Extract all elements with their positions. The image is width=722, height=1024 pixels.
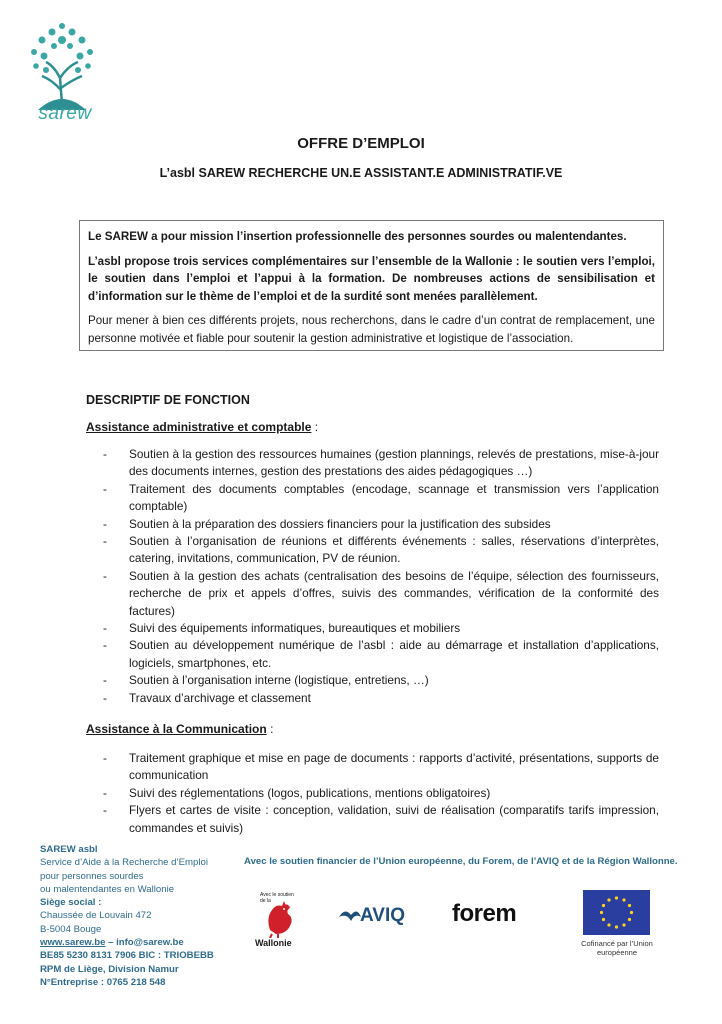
list-item <box>103 568 659 620</box>
bullet-dash: - <box>103 568 107 583</box>
footer-desc: Service d’Aide à la Recherche d’Emploi <box>40 857 208 869</box>
bullet-dash: - <box>103 751 107 765</box>
footer-entreprise: N°Entreprise : 0765 218 548 <box>40 976 166 988</box>
list-item-text: Soutien à l’organisation interne (logistique, entretiens, …) <box>129 673 429 688</box>
list-item-text: Traitement des documents comptables (encodage, scannage et transmission vers l’application comptable) <box>129 481 659 514</box>
list-item-text: Soutien à la gestion des achats (centralisation des besoins de l’équipe, sélection des fournisseurs, recherche de prix et appels d’offres, suivis des commandes, vérification de la conformité des factures) <box>129 568 659 618</box>
bullet-dash: - <box>103 638 107 653</box>
bullet-dash: - <box>103 447 107 461</box>
bullet-dash: - <box>103 516 107 531</box>
footer-rpm: RPM de Liège, Division Namur <box>40 963 179 975</box>
bullet-dash: - <box>103 803 107 818</box>
list-item-text: Suivi des réglementations (logos, publications, mentions obligatoires) <box>129 785 491 800</box>
bullet-dash: - <box>103 481 107 496</box>
subsection-suffix: : <box>266 722 274 736</box>
page-subtitle: L’asbl SAREW RECHERCHE UN.E ASSISTANT.E ADMINISTRATIF.VE <box>159 166 563 180</box>
page-title: OFFRE D’EMPLOI <box>297 135 425 152</box>
subsection-heading-communication <box>86 722 273 736</box>
list-item-text: Suivi des équipements informatiques, bureautiques et mobiliers <box>129 621 461 636</box>
list-item <box>103 802 659 837</box>
wallonie-rooster-icon <box>262 900 296 938</box>
subsection-heading-admin <box>86 420 318 434</box>
subsection-label: Assistance administrative et comptable <box>86 420 312 434</box>
intro-box <box>79 220 664 351</box>
aviq-wordmark: AVIQ <box>360 905 406 926</box>
list-item-text: Soutien au développement numérique de l’asbl : aide au démarrage et installation d’applications, logiciels, smartphones, etc. <box>129 638 659 670</box>
footer-desc: pour personnes sourdes <box>40 870 144 882</box>
list-item <box>103 672 659 689</box>
list-item <box>103 481 659 516</box>
bullet-dash: - <box>103 621 107 636</box>
list-item <box>103 690 659 707</box>
section-title: DESCRIPTIF DE FONCTION <box>86 393 250 407</box>
subsection-suffix: : <box>311 420 319 434</box>
list-item <box>103 637 659 672</box>
eu-caption: Cofinancé par l’Union européenne <box>581 939 653 957</box>
footer-street: Chaussée de Louvain 472 <box>40 910 152 922</box>
list-item-text: Flyers et cartes de visite : conception, validation, suivi de réalisation (comparatifs tarifs impression, commandes et suivis) <box>129 803 659 835</box>
website-link[interactable]: www.sarew.be <box>40 937 106 949</box>
intro-search: Pour mener à bien ces différents projets, nous recherchons, dans le cadre d’un contrat de remplacement, une personne motivée et fiable pour soutenir la gestion administrative et logistique de l’association. <box>88 314 655 345</box>
list-item-text: Travaux d’archivage et classement <box>129 690 311 705</box>
list-item-text: Soutien à la gestion des ressources humaines (gestion plannings, relevés de prestations, mise-à-jour des documents internes, gestion des prestations des aides pédagogiques …) <box>129 447 659 479</box>
intro-services: L’asbl propose trois services complémentaires sur l’ensemble de la Wallonie : le soutien vers l’emploi, le soutien dans l’emploi et l’appui à la formation. De nombreuses actions de sensibilisation et d’information sur le thème de l’emploi et de la surdité sont menées parallèlement. <box>88 254 655 303</box>
footer-siege-label: Siège social : <box>40 897 102 909</box>
list-item <box>103 533 659 568</box>
list-item-text: Soutien à la préparation des dossiers financiers pour la justification des subsides <box>129 516 551 531</box>
list-item-text: Traitement graphique et mise en page de documents : rapports d’activité, présentations, supports de communication <box>129 751 659 783</box>
communication-task-list <box>103 750 659 837</box>
list-item <box>103 620 659 637</box>
funding-note: Avec le soutien financier de l’Union européenne, du Forem, de l’AVIQ et de la Région Wallonne. <box>244 856 678 867</box>
bullet-dash: - <box>103 785 107 800</box>
list-item <box>103 785 659 802</box>
wallonie-caption: Avec le soutien de la <box>260 892 294 904</box>
wallonie-label: Wallonie <box>255 938 292 948</box>
footer-desc: ou malentendantes en Wallonie <box>40 883 175 895</box>
eu-flag-icon <box>583 890 650 935</box>
bullet-dash: - <box>103 673 107 688</box>
bullet-dash: - <box>103 690 107 705</box>
email-text[interactable]: – info@sarew.be <box>105 937 184 949</box>
footer-contact <box>40 843 250 989</box>
forem-logo: forem <box>452 900 517 927</box>
logo-wordmark: sarew <box>38 103 92 124</box>
footer-city: B-5004 Bouge <box>40 923 102 935</box>
footer-org: SAREW asbl <box>40 844 98 855</box>
footer-bank: BE85 5230 8131 7906 BIC : TRIOBEBB <box>40 950 214 962</box>
list-item <box>103 446 659 481</box>
subsection-label: Assistance à la Communication <box>86 722 267 736</box>
list-item-text: Soutien à l’organisation de réunions et différents événements : salles, réservations d’interprètes, catering, invitations, communication, PV de réunion. <box>129 534 659 566</box>
list-item <box>103 750 659 785</box>
list-item <box>103 516 659 533</box>
admin-task-list <box>103 446 659 707</box>
intro-mission: Le SAREW a pour mission l’insertion professionnelle des personnes sourdes ou malentendantes. <box>88 230 627 243</box>
bullet-dash: - <box>103 534 107 549</box>
